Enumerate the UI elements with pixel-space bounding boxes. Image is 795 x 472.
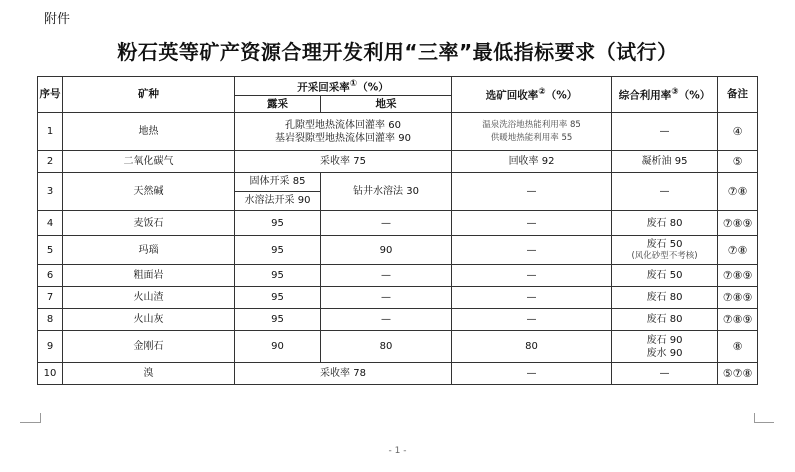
row-utilization: 废石 50 (612, 265, 718, 287)
row-underground: 80 (321, 331, 452, 363)
table-row (38, 211, 758, 236)
document-title: 粉石英等矿产资源合理开发利用“三率”最低指标要求（试行） (117, 40, 678, 64)
col-seq: 序号 (38, 77, 63, 113)
row-underground: — (321, 265, 452, 287)
row-dressing: — (452, 309, 612, 331)
table-row (38, 287, 758, 309)
table-row (38, 236, 758, 265)
indicator-table (37, 76, 758, 385)
row-utilization: 废石 80 (612, 211, 718, 236)
col-mineral: 矿种 (63, 77, 235, 113)
row-dressing: — (452, 265, 612, 287)
row-underground: 90 (321, 236, 452, 265)
col-utilization: 综合利用率③（%） (612, 77, 718, 113)
row-mineral: 火山灰 (63, 309, 235, 331)
row-remark: ⑧ (718, 331, 758, 363)
row-remark: ⑦⑧⑨ (718, 211, 758, 236)
row-mineral: 地热 (63, 113, 235, 151)
header-row (38, 77, 758, 96)
row-dressing: 80 (452, 331, 612, 363)
row-utilization: 废石 80 (612, 309, 718, 331)
row-remark: ⑦⑧⑨ (718, 309, 758, 331)
row-mineral: 麦饭石 (63, 211, 235, 236)
crop-mark-right-h (754, 422, 774, 423)
row-underground: — (321, 309, 452, 331)
row-utilization: 废石 80 (612, 287, 718, 309)
row-no: 3 (38, 173, 63, 211)
row-remark: ④ (718, 113, 758, 151)
row-open-pit: 95 (235, 309, 321, 331)
row-no: 5 (38, 236, 63, 265)
col-dressing: 选矿回收率②（%） (452, 77, 612, 113)
row-remark: ⑤ (718, 151, 758, 173)
row-utilization: — (612, 173, 718, 211)
table-row (38, 309, 758, 331)
table-row (38, 363, 758, 385)
attachment-label: 附件 (44, 12, 71, 27)
row-mining: 孔隙型地热流体回灌率 60 基岩裂隙型地热流体回灌率 90 (235, 113, 452, 151)
table-row (38, 265, 758, 287)
row-mining: 采收率 78 (235, 363, 452, 385)
col-mining: 开采回采率①（%） (235, 77, 452, 96)
table-row (38, 173, 758, 211)
row-no: 10 (38, 363, 63, 385)
row-no: 6 (38, 265, 63, 287)
row-no: 8 (38, 309, 63, 331)
row-underground: — (321, 211, 452, 236)
row-dressing: — (452, 211, 612, 236)
row-no: 2 (38, 151, 63, 173)
row-mineral: 二氧化碳气 (63, 151, 235, 173)
row-underground: — (321, 287, 452, 309)
table-row (38, 113, 758, 151)
row-dressing: — (452, 173, 612, 211)
col-underground: 地采 (321, 96, 452, 113)
row-no: 9 (38, 331, 63, 363)
row-mineral: 玛瑙 (63, 236, 235, 265)
row-remark: ⑦⑧⑨ (718, 265, 758, 287)
row-open-pit: 固体开采 85 水溶法开采 90 (235, 173, 321, 211)
row-utilization: 凝析油 95 (612, 151, 718, 173)
row-utilization: — (612, 363, 718, 385)
row-remark: ⑦⑧⑨ (718, 287, 758, 309)
row-mineral: 金刚石 (63, 331, 235, 363)
table-row (38, 151, 758, 173)
row-utilization: — (612, 113, 718, 151)
row-dressing: — (452, 287, 612, 309)
row-remark: ⑦⑧ (718, 173, 758, 211)
page-number: - 1 - (388, 446, 407, 456)
row-no: 7 (38, 287, 63, 309)
row-no: 1 (38, 113, 63, 151)
col-remark: 备注 (718, 77, 758, 113)
row-remark: ⑤⑦⑧ (718, 363, 758, 385)
row-mineral: 粗面岩 (63, 265, 235, 287)
row-utilization: 废石 50 (风化砂型不考核) (612, 236, 718, 265)
row-underground: 钻井水溶法 30 (321, 173, 452, 211)
crop-mark-left-h (20, 422, 40, 423)
row-dressing: — (452, 363, 612, 385)
row-mineral: 溴 (63, 363, 235, 385)
row-dressing: 温泉洗浴地热能利用率 85 供暖地热能利用率 55 (452, 113, 612, 151)
row-mineral: 天然碱 (63, 173, 235, 211)
row-dressing: — (452, 236, 612, 265)
row-open-pit: 95 (235, 265, 321, 287)
row-open-pit: 90 (235, 331, 321, 363)
table-row (38, 331, 758, 363)
row-remark: ⑦⑧ (718, 236, 758, 265)
row-dressing: 回收率 92 (452, 151, 612, 173)
row-open-pit: 95 (235, 287, 321, 309)
row-mining: 采收率 75 (235, 151, 452, 173)
row-open-pit: 95 (235, 236, 321, 265)
col-open-pit: 露采 (235, 96, 321, 113)
row-no: 4 (38, 211, 63, 236)
row-open-pit: 95 (235, 211, 321, 236)
row-mineral: 火山渣 (63, 287, 235, 309)
row-utilization: 废石 90 废水 90 (612, 331, 718, 363)
